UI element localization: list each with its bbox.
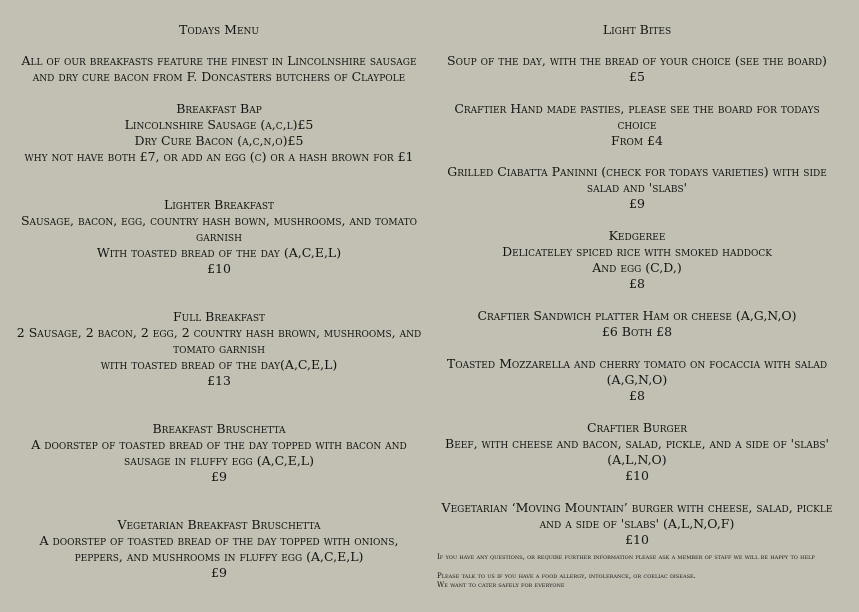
item-name: Craftier Burger (586, 420, 688, 435)
intro-line: All of our breakfasts feature the finest in Lincolnshire sausage (21, 53, 417, 68)
menu-title: Todays Menu (179, 22, 259, 37)
item-line: tomato garnish (173, 341, 265, 356)
item-name: Vegetarian Breakfast Bruschetta (117, 517, 321, 532)
mozzarella-section (430, 356, 844, 404)
intro-line: and dry cure bacon from F. Doncasters butchers of Claypole (32, 69, 406, 84)
item-line: peppers, and mushrooms in fluffy egg (A,C,E,L) (74, 549, 364, 564)
item-name: Kedgeree (608, 228, 666, 243)
item-line: Craftier Hand made pasties, please see the board for todays (454, 101, 820, 116)
pasties-section (430, 101, 844, 149)
item-line: With toasted bread of the day (A,C,E,L) (96, 245, 342, 260)
item-line: Sausage, bacon, egg, country hash bown, mushrooms, and tomato (20, 213, 418, 228)
item-price: £6 Both £8 (601, 324, 673, 339)
item-line: sausage in fluffy egg (A,C,E,L) (124, 453, 314, 468)
item-name: Breakfast Bruschetta (152, 421, 286, 436)
item-line: choice (617, 117, 657, 132)
item-line: A doorstep of toasted bread of the day topped with bacon and (31, 437, 407, 452)
allergy-note: Please talk to us if you have a food allergy, intolerance, or coeliac disease. (437, 572, 696, 580)
item-line: Delicateley spiced rice with smoked haddock (502, 244, 772, 259)
lighter-breakfast-section (12, 197, 426, 277)
full-breakfast-section (12, 309, 426, 389)
item-price: £10 (625, 532, 649, 547)
item-line: Beef, with cheese and bacon, salad, pickle, and a side of 'slabs' (445, 436, 829, 451)
item-price: £5 (629, 69, 645, 84)
left-column (12, 22, 426, 581)
footer-notes (437, 553, 847, 590)
item-line: Dry Cure Bacon (a,c,n,o)£5 (134, 133, 304, 148)
item-line: And egg (C,D,) (592, 260, 682, 275)
right-column (430, 22, 844, 548)
soup-section (430, 53, 844, 85)
item-price: £13 (207, 373, 231, 388)
light-bites-title: Light Bites (602, 22, 672, 37)
kedgeree-section (430, 228, 844, 292)
item-line: Vegetarian ‘Moving Mountain’ burger with cheese, salad, pickle (441, 500, 833, 515)
item-line: garnish (196, 229, 242, 244)
cater-note: We want to cater safely for everyone (437, 581, 565, 589)
item-price: £9 (629, 196, 645, 211)
item-line: and a side of 'slabs' (A,L,N,O,F) (539, 516, 735, 531)
item-line: why not have both £7, or add an egg (c) or a hash brown for £1 (24, 149, 414, 164)
panini-section (430, 164, 844, 212)
item-line: Craftier Sandwich platter Ham or cheese (A,G,N,O) (477, 308, 797, 323)
item-line: salad and 'slabs' (586, 180, 688, 195)
vegetarian-bruschetta-section (12, 517, 426, 581)
item-price: £10 (207, 261, 231, 276)
item-price: From £4 (611, 133, 663, 148)
item-line: (A,G,N,O) (606, 372, 668, 387)
item-price: £8 (629, 276, 645, 291)
burger-section (430, 420, 844, 484)
item-name: Full Breakfast (172, 309, 266, 324)
item-price: £9 (211, 565, 227, 580)
item-line: Toasted Mozzarella and cherry tomato on focaccia with salad (446, 356, 828, 371)
item-line: A doorstep of toasted bread of the day topped with onions, (39, 533, 399, 548)
item-name: Lighter Breakfast (163, 197, 275, 212)
item-line: Soup of the day, with the bread of your choice (see the board) (447, 53, 827, 68)
item-price: £9 (211, 469, 227, 484)
item-line: (A,L,N,O) (607, 452, 667, 467)
item-line: 2 Sausage, 2 bacon, 2 egg, 2 country hash brown, mushrooms, and (16, 325, 422, 340)
intro-section (12, 53, 426, 85)
breakfast-bap-section (12, 101, 426, 165)
vegetarian-burger-section (430, 500, 844, 548)
item-line: Grilled Ciabatta Paninni (check for todays varieties) with side (447, 164, 827, 179)
questions-note: If you have any questions, or require further information please ask a member of staff we will be happy to help (437, 553, 815, 561)
item-name: Breakfast Bap (176, 101, 262, 116)
sandwich-section (430, 308, 844, 340)
item-price: £8 (629, 388, 645, 403)
item-price: £10 (625, 468, 649, 483)
item-line: Lincolnshire Sausage (a,c,l)£5 (124, 117, 314, 132)
breakfast-bruschetta-section (12, 421, 426, 485)
item-line: with toasted bread of the day(A,C,E,L) (100, 357, 338, 372)
